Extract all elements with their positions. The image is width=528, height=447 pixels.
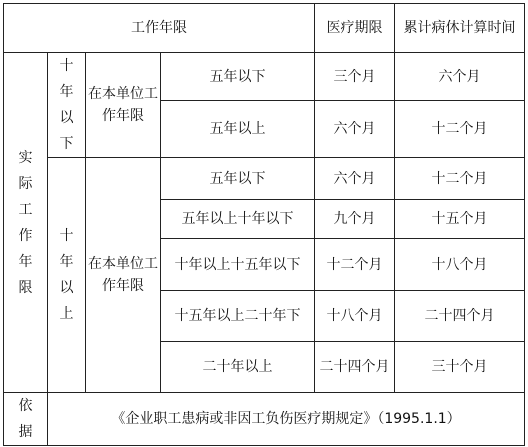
basis-text: 《企业职工患病或非因工负伤医疗期规定》（1995.1.1）	[48, 393, 525, 446]
range-cell: 五年以上	[161, 101, 315, 158]
cumulative-cell: 三十个月	[395, 342, 525, 393]
cumulative-cell: 二十四个月	[395, 291, 525, 342]
header-cumulative-sick-leave	[395, 4, 525, 53]
range-cell: 二十年以上	[161, 342, 315, 393]
range-cell: 十五年以上二十年下	[161, 291, 315, 342]
cumulative-cell: 十五个月	[395, 200, 525, 239]
range-cell: 十年以上十五年以下	[161, 239, 315, 291]
period-cell: 十八个月	[315, 291, 395, 342]
unit-years-label-1: 在本单位工作年限	[86, 53, 161, 158]
range-cell: 五年以下	[161, 53, 315, 101]
range-cell: 五年以上十年以下	[161, 200, 315, 239]
cumulative-cell: 十二个月	[395, 101, 525, 158]
cumulative-cell: 六个月	[395, 53, 525, 101]
basis-label-text: 依据	[18, 398, 33, 440]
period-cell: 九个月	[315, 200, 395, 239]
under-10-years-label	[48, 53, 86, 158]
under-10-years-text: 十年以下	[59, 58, 74, 152]
header-row	[4, 4, 525, 53]
basis-label	[4, 393, 48, 446]
table-row	[4, 53, 525, 101]
period-cell: 六个月	[315, 158, 395, 200]
medical-period-table	[3, 3, 525, 446]
actual-work-years-label	[4, 53, 48, 393]
actual-work-years-text: 实际工作年限	[18, 149, 33, 296]
period-cell: 十二个月	[315, 239, 395, 291]
cumulative-cell: 十二个月	[395, 158, 525, 200]
over-10-years-text: 十年以上	[59, 228, 74, 322]
over-10-years-label	[48, 158, 86, 393]
header-medical-period: 医疗期限	[315, 4, 395, 53]
unit-years-label-2: 在本单位工作年限	[86, 158, 161, 393]
header-work-years: 工作年限	[4, 4, 315, 53]
period-cell: 三个月	[315, 53, 395, 101]
period-cell: 二十四个月	[315, 342, 395, 393]
header-cumulative-text: 累计病休计算时间	[403, 20, 516, 36]
basis-row	[4, 393, 525, 446]
table-row	[4, 158, 525, 200]
range-cell: 五年以下	[161, 158, 315, 200]
cumulative-cell: 十八个月	[395, 239, 525, 291]
period-cell: 六个月	[315, 101, 395, 158]
